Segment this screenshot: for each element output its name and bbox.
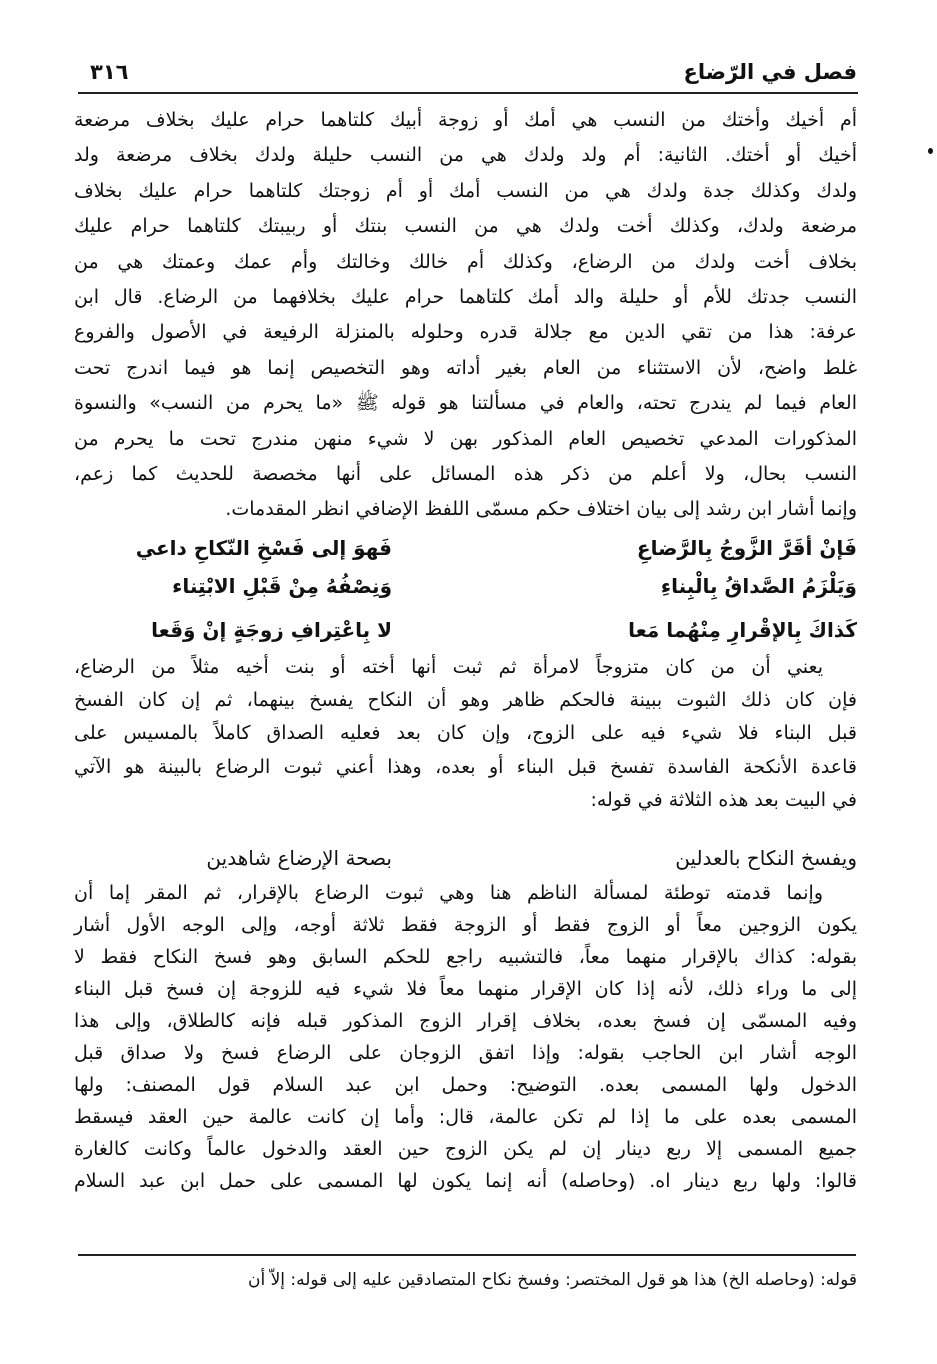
paragraph2-line: في البيت بعد هذه الثلاثة في قوله: [590, 788, 857, 811]
verse-second-hemistich: لا بِاعْتِرافِ زوجَةٍ إنْ وَقَعا [151, 618, 392, 642]
running-title: فصل في الرّضاع [683, 60, 857, 84]
paragraph3-line: وإنما قدمته توطئة لمسألة الناظم هنا وهي ثبوت الرضاع بالإقرار، ثم المقر إما أن [74, 882, 823, 904]
verse-first-hemistich: وَيَلْزَمُ الصَّداقُ بِالْبِناءِ [660, 574, 857, 598]
paragraph1-line: العام فيما لم يندرج تحته، والعام في مسألتنا هو قوله ﷺ «ما يحرم من النسب» والنسوة [74, 392, 857, 415]
verse-second-hemistich: وَنِصْفُهُ مِنْ قَبْلِ الابْتِناء [172, 574, 392, 598]
paragraph3-line: وفيه المسمّى إن فسخ بعده، بخلاف إقرار الزوج المذكور قبله فإنه كالطلاق، وإلى هذا [74, 1010, 857, 1032]
paragraph1-line: وإنما أشار ابن رشد إلى بيان اختلاف حكم مسمّى اللفظ الإضافي انظر المقدمات. [225, 498, 857, 521]
paragraph2-line: قبل البناء فلا شيء فيه على الزوج، وإن كان بعد فعليه الصداق كاملاً بالمسيس على [74, 722, 857, 745]
paragraph1-line: المذكورات المدعي تخصيص العام المذكور بهن لا شيء منهن مندرج تحت ما يحرم من [74, 427, 857, 450]
verse-first-hemistich: ويفسخ النكاح بالعدلين [675, 846, 857, 870]
paragraph3-line: الدخول ولها المسمى بعده. التوضيح: وحمل ابن عبد السلام قول المصنف: ولها [74, 1074, 857, 1096]
paragraph3-line: جميع المسمى إلا ربع دينار إن لم يكن الزوج حين العقد والدخول عالماً وكانت كالغارة [74, 1138, 857, 1160]
paragraph3-line: المسمى بعده على ما إذا لم تكن عالمة، قال: وأما إن كانت عالمة حين العقد فيسقط [74, 1106, 857, 1128]
footnote: قوله: (وحاصله الخ) هذا هو قول المختصر: وفسخ نكاح المتصادقين عليه إلى قوله: إلاّ أن [247, 1270, 857, 1290]
paragraph1-line: أخيك أو أختك. الثانية: أم ولد ولدك هي من النسب حليلة ولدك بخلاف مرضعة ولد [74, 144, 857, 167]
paragraph3-line: بقوله: كذاك بالإقرار منهما معاً، فالتشبيه راجع للحكم السابق وهو فسخ النكاح فقط لا [74, 946, 857, 968]
verse-first-hemistich: فَإنْ أقَرَّ الزَّوجُ بِالرَّضاعِ [636, 536, 857, 560]
paragraph3-line: إلى ما وراء ذلك، لأنه إذا كان الإقرار منهما معاً فلا شيء فيه للزوجة إن فسخ قبل البناء [74, 978, 857, 1000]
paragraph1-line: غلط واضح، لأن الاستثناء من العام بغير أداته وهو التخصيص إنما هو فيما اندرج تحت [74, 356, 857, 379]
paragraph1-line: النسب بحال، ولا أعلم من ذكر هذه المسائل على أنها مخصصة للحديث كما زعم، [74, 463, 857, 485]
header-rule [78, 92, 858, 94]
paragraph1-line: ولدك وكذلك جدة ولدك هي من النسب أمك أو أم زوجتك كلتاهما حرام عليك بخلاف [74, 179, 857, 202]
paragraph1-line: أم أخيك وأختك من النسب هي أمك أو زوجة أبيك كلتاهما حرام عليك بخلاف مرضعة [74, 109, 857, 131]
paragraph3-line: يكون الزوجين معاً أو الزوج فقط أو الزوجة فقط ثلاثة أوجه، وإلى الوجه الأول أشار [74, 914, 857, 936]
paragraph1-line: النسب جدتك للأم أو حليلة والد أمك كلتاهما حرام عليك بخلافهما من الرضاع. قال ابن [74, 286, 857, 308]
verse-first-hemistich: كَذاكَ بِالإقْرارِ مِنْهُما مَعا [628, 618, 857, 642]
page-number: ٣١٦ [90, 60, 129, 84]
paragraph3-line: قالوا: ولها ربع دينار اه. (وحاصله) أنه إنما يكون لها المسمى على حمل ابن عبد السلام [74, 1170, 857, 1192]
paragraph1-line: بخلاف أخت ولدك من الرضاع، وكذلك أم خالك وخالتك وأم عمك وعمتك هي من [74, 250, 857, 273]
paragraph1-line: عرفة: هذا من تقي الدين مع جلالة قدره وحلوله بالمنزلة الرفيعة في الأصول والفروع [74, 321, 857, 344]
paragraph3-line: الوجه أشار ابن الحاجب بقوله: وإذا اتفق الزوجان على الرضاع فسخ ولا صداق قبل [74, 1042, 857, 1064]
paragraph1-line: مرضعة ولدك، وكذلك أخت ولدك هي من النسب بنتك أو ربيبتك كلتاهما حرام عليك [74, 215, 857, 238]
verse-second-hemistich: فَهوَ إلى فَسْخِ النّكاحِ داعي [135, 536, 392, 560]
paragraph2-line: قاعدة الأنكحة الفاسدة تفسخ قبل البناء أو بعده، وهذا أعني ثبوت الرضاع بالبينة هو الآتي [74, 755, 857, 778]
paragraph2-line: يعني أن من كان متزوجاً لامرأة ثم ثبت أنها أخته أو بنت أخيه مثلاً من الرضاع، [74, 656, 823, 678]
footnote-rule [78, 1254, 856, 1256]
paragraph2-line: فإن كان ذلك الثبوت ببينة فالحكم ظاهر وهو أن النكاح يفسخ بينهما، ثم إن كان الفسخ [74, 689, 857, 712]
margin-mark [928, 148, 933, 154]
verse-second-hemistich: بصحة الإرضاع شاهدين [206, 846, 392, 870]
